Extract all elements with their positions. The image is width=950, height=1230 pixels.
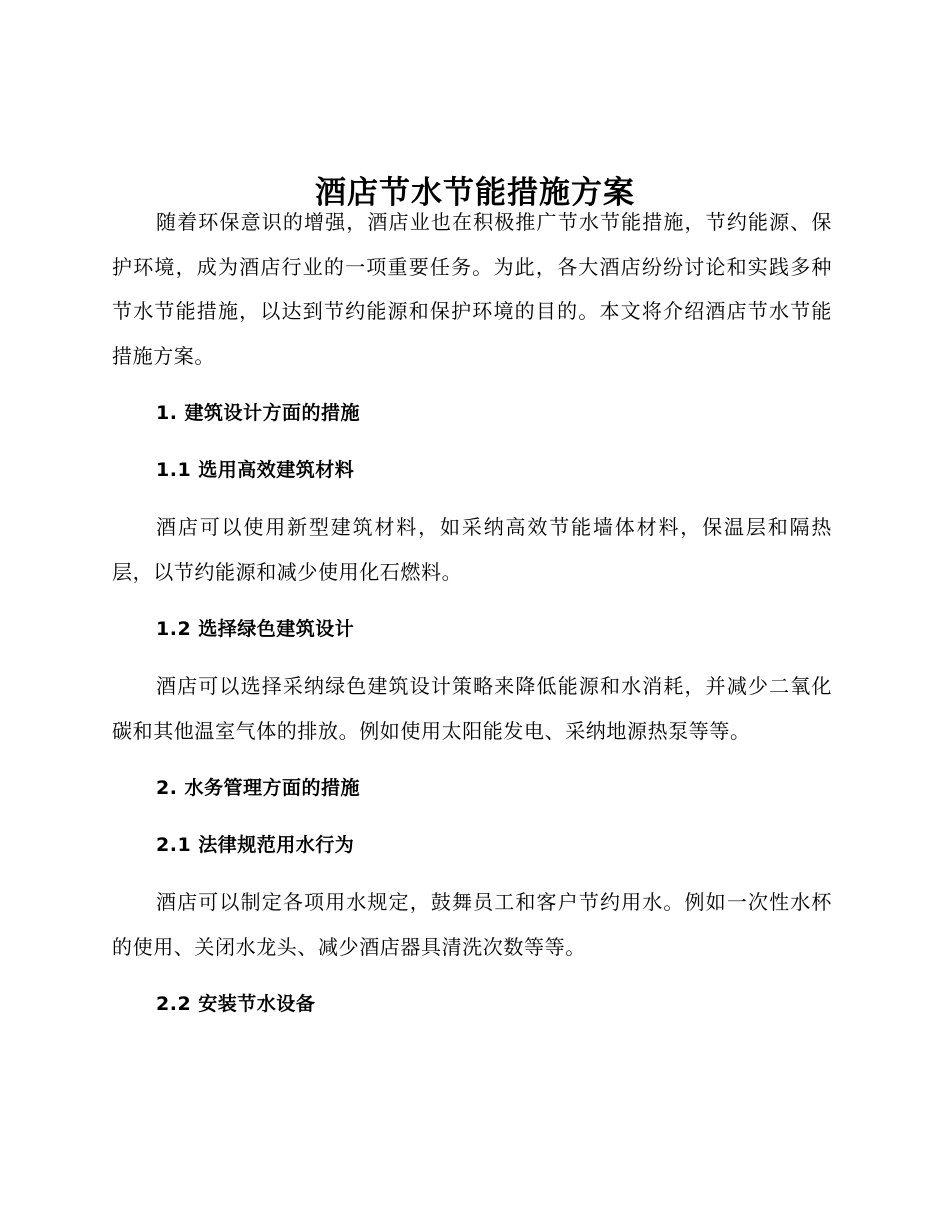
- subsection-body-2-1: 酒店可以制定各项用水规定，鼓舞员工和客户节约用水。例如一次性水杯的使用、关闭水龙头、减少酒店器具清洗次数等等。: [112, 890, 832, 959]
- subsection-heading-1-1: 1.1 选用高效建筑材料: [156, 459, 355, 481]
- document-body: [112, 200, 832, 1026]
- subsection-body-1-1: 酒店可以使用新型建筑材料，如采纳高效节能墙体材料，保温层和隔热层，以节约能源和减少使用化石燃料。: [112, 515, 832, 584]
- document-title: 酒店节水节能措施方案: [315, 174, 635, 211]
- intro-paragraph: 随着环保意识的增强，酒店业也在积极推广节水节能措施，节约能源、保护环境，成为酒店行业的一项重要任务。为此，各大酒店纷纷讨论和实践多种节水节能措施，以达到节约能源和保护环境的目的。本文将介绍酒店节水节能措施方案。: [112, 210, 832, 368]
- subsection-body-1-2: 酒店可以选择采纳绿色建筑设计策略来降低能源和水消耗，并减少二氧化碳和其他温室气体的排放。例如使用太阳能发电、采纳地源热泵等等。: [112, 674, 832, 743]
- section-heading-1: 1. 建筑设计方面的措施: [156, 402, 361, 424]
- subsection-heading-1-2: 1.2 选择绿色建筑设计: [156, 618, 355, 640]
- subsection-heading-2-2: 2.2 安装节水设备: [156, 993, 316, 1015]
- section-heading-2: 2. 水务管理方面的措施: [156, 777, 361, 799]
- subsection-heading-2-1: 2.1 法律规范用水行为: [156, 834, 355, 856]
